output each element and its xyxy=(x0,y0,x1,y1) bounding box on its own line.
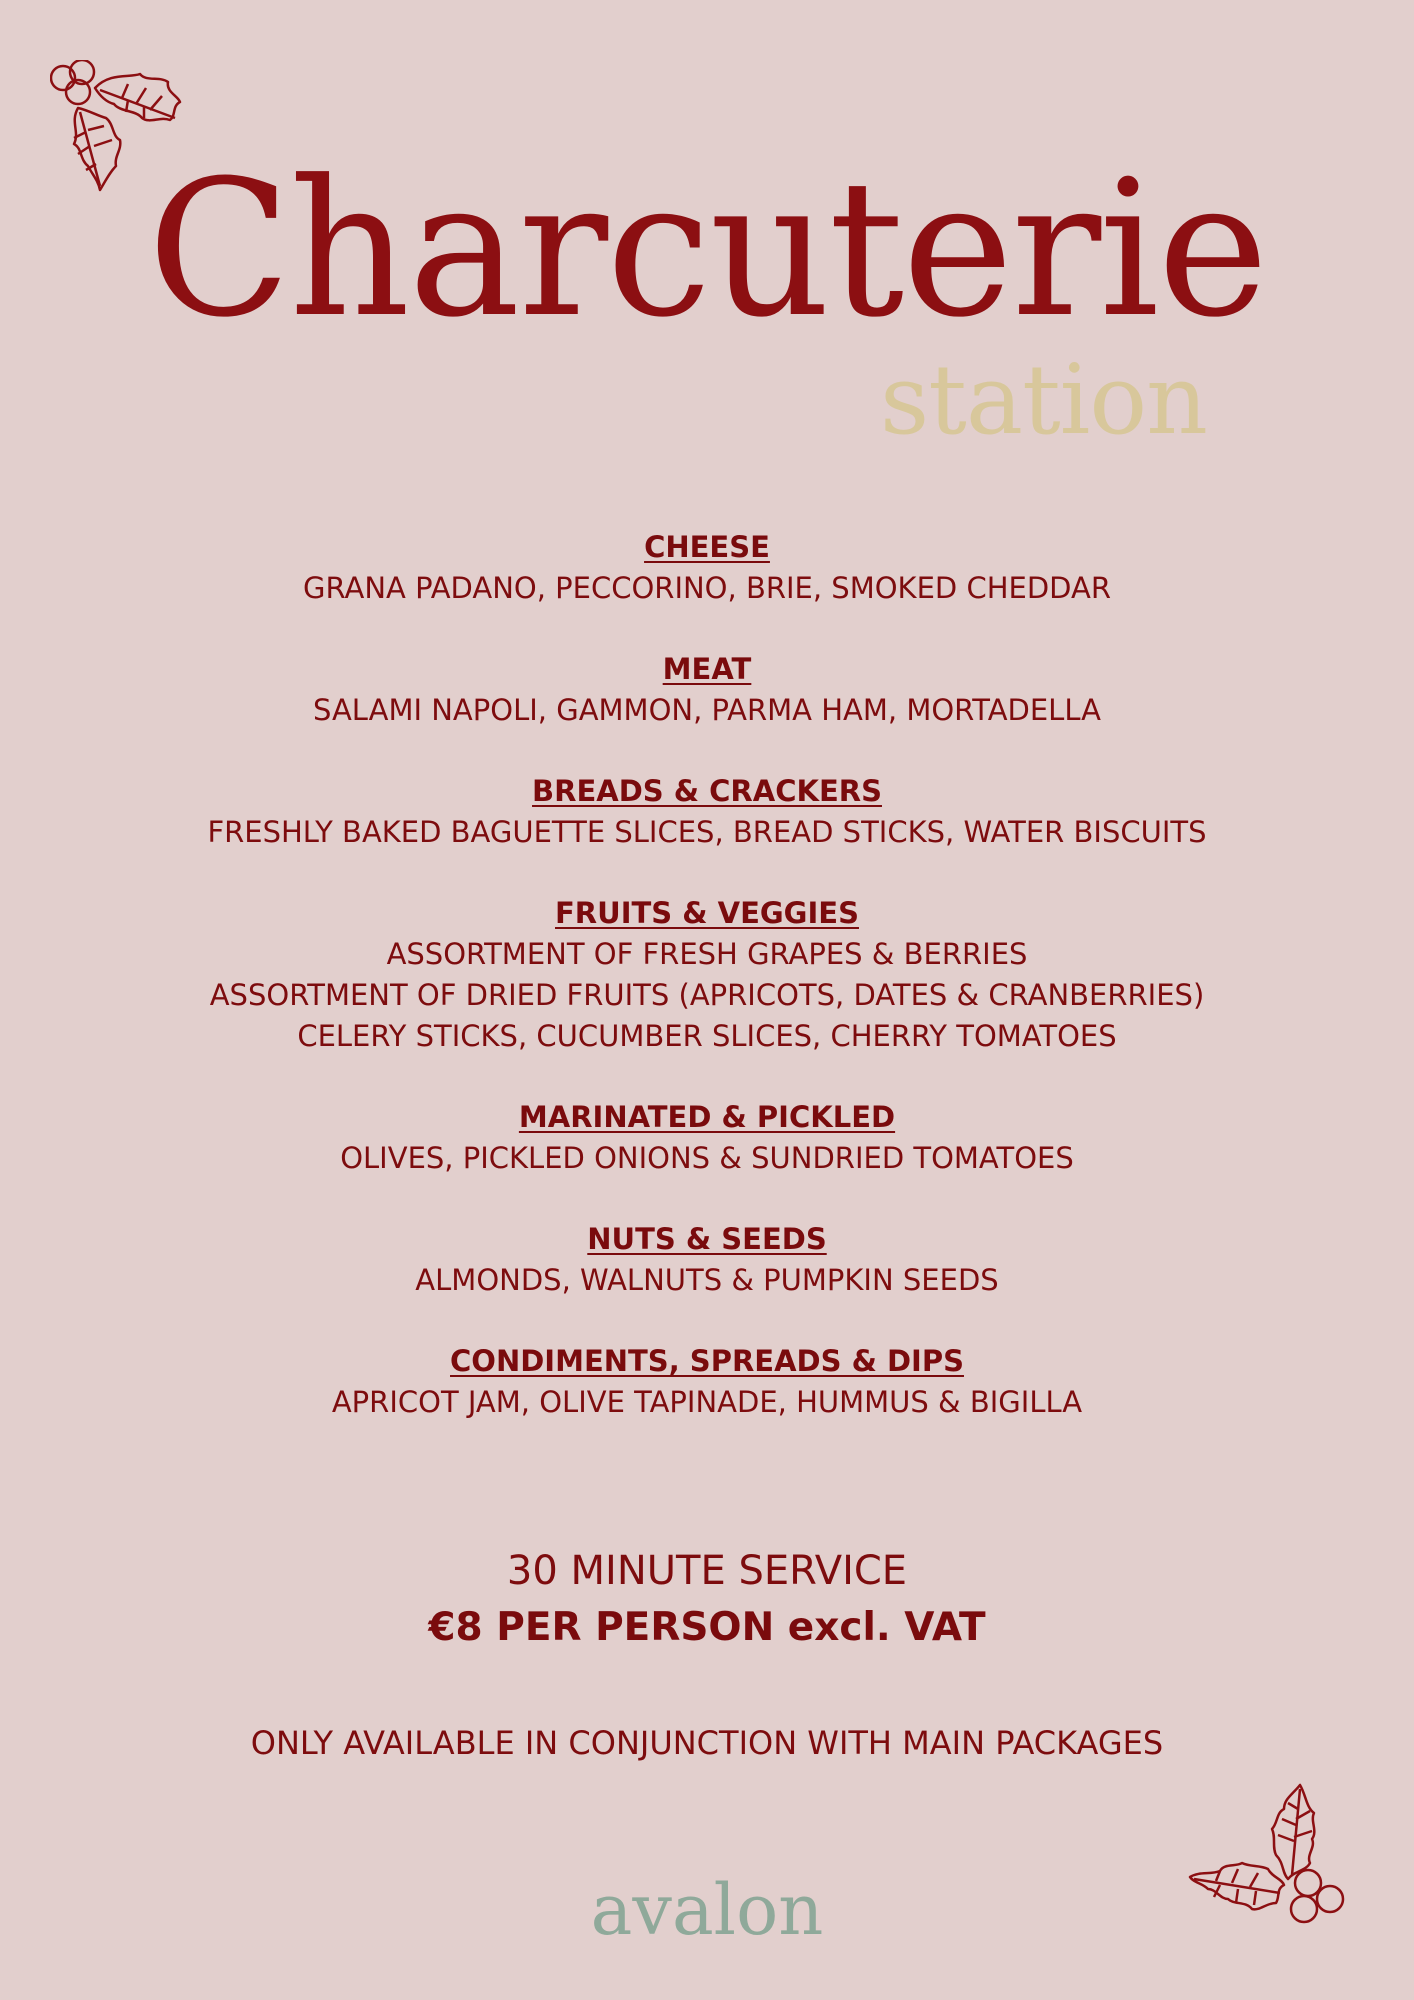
section-heading: CONDIMENTS, SPREADS & DIPS xyxy=(450,1344,964,1378)
menu-section-marinated xyxy=(0,1097,1414,1179)
section-heading: NUTS & SEEDS xyxy=(587,1222,827,1256)
brand-logo: avalon xyxy=(590,1869,824,1951)
service-duration: 30 MINUTE SERVICE xyxy=(506,1548,908,1594)
item-line: ALMONDS, WALNUTS & PUMPKIN SEEDS xyxy=(415,1263,999,1297)
item-line: ASSORTMENT OF FRESH GRAPES & BERRIES xyxy=(386,937,1028,971)
item-line: OLIVES, PICKLED ONIONS & SUNDRIED TOMATOES xyxy=(340,1141,1074,1175)
item-line: CELERY STICKS, CUCUMBER SLICES, CHERRY TOMATOES xyxy=(297,1019,1117,1053)
menu-list xyxy=(0,527,1414,1463)
menu-section-fruits xyxy=(0,893,1414,1057)
section-heading: FRUITS & VEGGIES xyxy=(555,896,859,930)
menu-section-nuts xyxy=(0,1219,1414,1301)
item-line: GRANA PADANO, PECCORINO, BRIE, SMOKED CHEDDAR xyxy=(303,571,1111,605)
item-line: FRESHLY BAKED BAGUETTE SLICES, BREAD STICKS, WATER BISCUITS xyxy=(207,815,1207,849)
availability-note: ONLY AVAILABLE IN CONJUNCTION WITH MAIN PACKAGES xyxy=(250,1724,1164,1762)
price-text: €8 PER PERSON excl. VAT xyxy=(428,1605,986,1650)
section-heading: BREADS & CRACKERS xyxy=(532,774,882,808)
menu-section-condiments xyxy=(0,1341,1414,1423)
section-heading: MEAT xyxy=(662,652,752,686)
menu-section-cheese xyxy=(0,527,1414,609)
section-heading: CHEESE xyxy=(644,530,770,564)
item-line: SALAMI NAPOLI, GAMMON, PARMA HAM, MORTADELLA xyxy=(313,693,1101,727)
menu-section-meat xyxy=(0,649,1414,731)
menu-section-breads xyxy=(0,771,1414,853)
item-line: ASSORTMENT OF DRIED FRUITS (APRICOTS, DATES & CRANBERRIES) xyxy=(209,978,1205,1012)
page-title: Charcuterie xyxy=(147,140,1267,359)
page-subtitle: station xyxy=(880,344,1207,456)
section-heading: MARINATED & PICKLED xyxy=(518,1100,896,1134)
item-line: APRICOT JAM, OLIVE TAPINADE, HUMMUS & BIGILLA xyxy=(331,1385,1083,1419)
